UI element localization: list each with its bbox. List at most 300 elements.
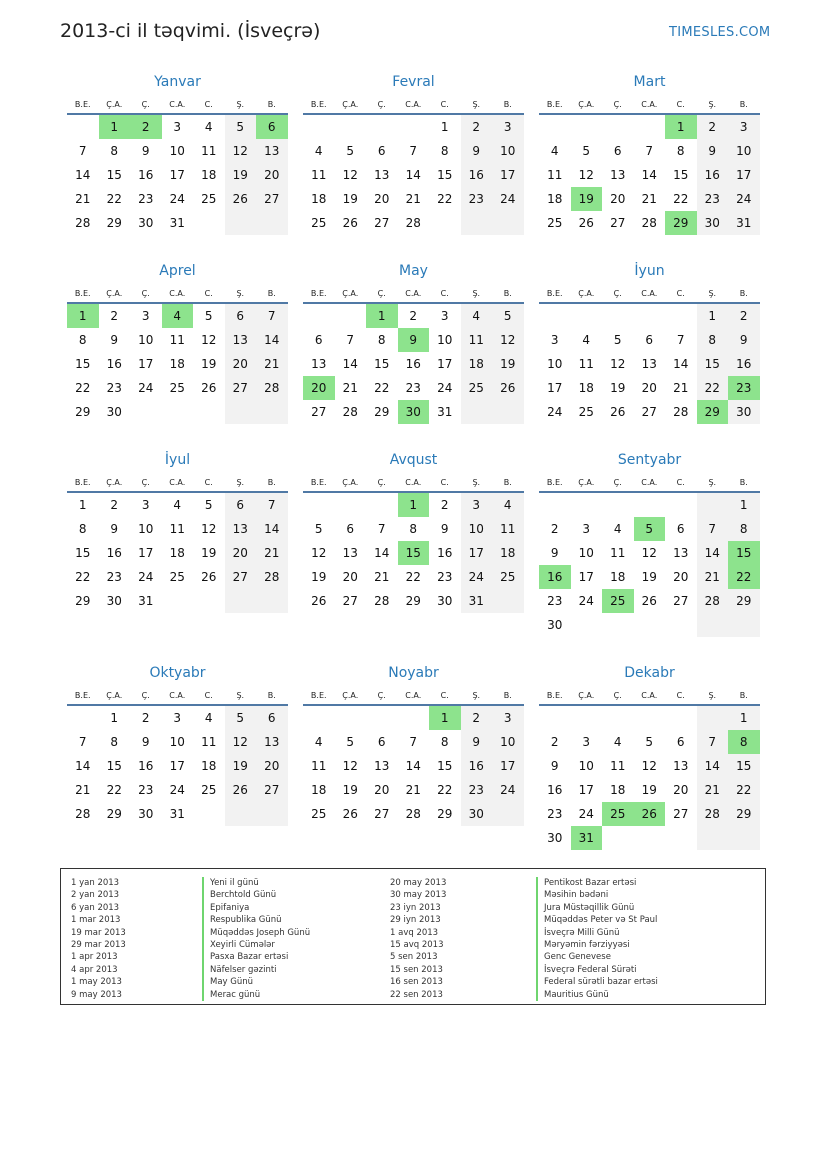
day-cell: 22 bbox=[106, 783, 122, 797]
week-row bbox=[303, 541, 524, 565]
empty-day-cell bbox=[162, 400, 194, 424]
day-cell: 8 bbox=[110, 735, 119, 749]
day-cell: 25 bbox=[547, 216, 563, 230]
empty-day-cell bbox=[225, 400, 257, 424]
legend-holiday-name: Xeyirli Cümələr bbox=[202, 939, 310, 951]
legend-names-col-1 bbox=[202, 877, 310, 1001]
week-row bbox=[539, 352, 760, 376]
day-cell: 31 bbox=[461, 589, 493, 613]
weekday-header bbox=[67, 96, 288, 115]
day-cell: 12 bbox=[641, 546, 657, 560]
month-name: Aprel bbox=[159, 263, 196, 279]
weekday-label: C. bbox=[676, 691, 685, 700]
weekday-label: C. bbox=[440, 691, 449, 700]
empty-day-cell bbox=[256, 802, 288, 826]
day-cell: 26 bbox=[641, 594, 657, 608]
week-row bbox=[539, 493, 760, 517]
day-cell: 17 bbox=[492, 163, 524, 187]
week-row bbox=[303, 802, 524, 826]
day-cell: 14 bbox=[405, 759, 421, 773]
day-cell: 21 bbox=[342, 381, 358, 395]
day-cell: 5 bbox=[613, 333, 622, 347]
day-cell: 29 bbox=[405, 594, 421, 608]
weekday-label: B.E. bbox=[74, 691, 91, 700]
legend-holiday-date: 1 avq 2013 bbox=[390, 927, 439, 938]
day-cell: 2 bbox=[409, 309, 418, 323]
day-cell: 3 bbox=[728, 115, 760, 139]
day-cell: 8 bbox=[676, 144, 685, 158]
day-cell: 5 bbox=[225, 115, 257, 139]
day-cell: 11 bbox=[610, 546, 626, 560]
day-cell: 17 bbox=[461, 541, 493, 565]
empty-day-cell bbox=[697, 613, 729, 637]
day-cell: 24 bbox=[169, 192, 185, 206]
day-cell: 4 bbox=[173, 498, 182, 512]
week-row bbox=[67, 565, 288, 589]
month-name: Sentyabr bbox=[617, 452, 682, 468]
empty-day-cell bbox=[571, 115, 603, 139]
day-cell: 27 bbox=[256, 187, 288, 211]
empty-day-cell bbox=[193, 400, 225, 424]
empty-day-cell bbox=[571, 706, 603, 730]
holiday-day-cell: 1 bbox=[366, 304, 398, 328]
week-row bbox=[67, 163, 288, 187]
day-cell: 5 bbox=[645, 735, 654, 749]
weekday-label: Ş. bbox=[472, 100, 481, 109]
day-cell: 28 bbox=[256, 565, 288, 589]
month-block bbox=[539, 450, 760, 637]
legend-holiday-date: 15 avq 2013 bbox=[390, 939, 444, 950]
week-row bbox=[539, 730, 760, 754]
weekday-header bbox=[539, 687, 760, 706]
day-cell: 26 bbox=[578, 216, 594, 230]
day-cell: 13 bbox=[256, 139, 288, 163]
empty-day-cell bbox=[130, 400, 162, 424]
month-name: Fevral bbox=[392, 74, 435, 90]
holiday-day-cell: 26 bbox=[634, 802, 666, 826]
empty-day-cell bbox=[728, 613, 760, 637]
legend-holiday-name: Epifaniya bbox=[202, 902, 310, 914]
empty-day-cell bbox=[335, 493, 367, 517]
day-cell: 5 bbox=[204, 498, 213, 512]
holiday-day-cell: 16 bbox=[539, 565, 571, 589]
weekday-label: B. bbox=[739, 289, 748, 298]
day-cell: 25 bbox=[201, 783, 217, 797]
day-cell: 17 bbox=[169, 759, 185, 773]
empty-day-cell bbox=[225, 589, 257, 613]
weekday-label: C.A. bbox=[405, 100, 422, 109]
day-cell: 6 bbox=[613, 144, 622, 158]
empty-day-cell bbox=[366, 706, 398, 730]
weekday-label: C. bbox=[440, 478, 449, 487]
weekday-header bbox=[539, 96, 760, 115]
day-cell: 19 bbox=[201, 546, 217, 560]
day-cell: 30 bbox=[138, 216, 154, 230]
month-block bbox=[67, 663, 288, 826]
day-cell: 18 bbox=[547, 192, 563, 206]
page-title: 2013-ci il təqvimi. (İsveçrə) bbox=[60, 20, 321, 42]
holiday-day-cell: 30 bbox=[398, 400, 430, 424]
weekday-label: C. bbox=[676, 289, 685, 298]
day-cell: 30 bbox=[547, 618, 563, 632]
empty-day-cell bbox=[571, 493, 603, 517]
day-cell: 20 bbox=[256, 754, 288, 778]
day-cell: 16 bbox=[138, 759, 154, 773]
day-cell: 14 bbox=[641, 168, 657, 182]
day-cell: 6 bbox=[676, 522, 685, 536]
day-cell: 16 bbox=[547, 783, 563, 797]
day-cell: 23 bbox=[547, 807, 563, 821]
day-cell: 21 bbox=[697, 565, 729, 589]
day-cell: 17 bbox=[728, 163, 760, 187]
day-cell: 13 bbox=[256, 730, 288, 754]
day-cell: 18 bbox=[492, 541, 524, 565]
day-cell: 15 bbox=[697, 352, 729, 376]
day-cell: 7 bbox=[256, 304, 288, 328]
day-cell: 28 bbox=[697, 802, 729, 826]
week-row bbox=[539, 304, 760, 328]
empty-day-cell bbox=[303, 115, 335, 139]
weekday-header bbox=[67, 285, 288, 304]
day-cell: 18 bbox=[311, 783, 327, 797]
legend-holiday-name: Jura Müstəqillik Günü bbox=[536, 902, 658, 914]
week-row bbox=[303, 304, 524, 328]
day-cell: 10 bbox=[547, 357, 563, 371]
day-cell: 7 bbox=[346, 333, 355, 347]
day-cell: 11 bbox=[201, 735, 217, 749]
day-cell: 15 bbox=[106, 759, 122, 773]
empty-day-cell bbox=[193, 802, 225, 826]
day-cell: 29 bbox=[75, 405, 91, 419]
day-cell: 13 bbox=[342, 546, 358, 560]
day-cell: 16 bbox=[461, 163, 493, 187]
day-cell: 12 bbox=[225, 139, 257, 163]
empty-day-cell bbox=[539, 115, 571, 139]
day-cell: 27 bbox=[374, 807, 390, 821]
empty-day-cell bbox=[366, 115, 398, 139]
day-cell: 15 bbox=[374, 357, 390, 371]
day-cell: 26 bbox=[342, 216, 358, 230]
week-row bbox=[303, 115, 524, 139]
day-cell: 6 bbox=[377, 735, 386, 749]
day-cell: 12 bbox=[342, 759, 358, 773]
week-row bbox=[539, 541, 760, 565]
day-cell: 22 bbox=[106, 192, 122, 206]
day-cell: 9 bbox=[728, 328, 760, 352]
day-cell: 22 bbox=[728, 778, 760, 802]
day-cell: 14 bbox=[405, 168, 421, 182]
day-cell: 15 bbox=[437, 759, 453, 773]
day-cell: 3 bbox=[550, 333, 559, 347]
day-cell: 17 bbox=[492, 754, 524, 778]
weekday-label: C. bbox=[204, 289, 213, 298]
legend-holiday-date: 1 mar 2013 bbox=[71, 915, 121, 926]
legend-holiday-date: 22 sen 2013 bbox=[390, 989, 443, 1000]
day-cell: 31 bbox=[138, 594, 154, 608]
holiday-day-cell: 29 bbox=[665, 211, 697, 235]
weekday-label: C. bbox=[204, 100, 213, 109]
week-row bbox=[67, 187, 288, 211]
day-cell: 27 bbox=[610, 216, 626, 230]
day-cell: 6 bbox=[377, 144, 386, 158]
legend-holiday-date: 20 may 2013 bbox=[390, 878, 447, 888]
holiday-day-cell: 15 bbox=[398, 541, 430, 565]
day-cell: 13 bbox=[225, 328, 257, 352]
day-cell: 13 bbox=[311, 357, 327, 371]
week-row bbox=[539, 376, 760, 400]
day-cell: 13 bbox=[641, 357, 657, 371]
day-cell: 31 bbox=[169, 216, 185, 230]
day-cell: 12 bbox=[492, 328, 524, 352]
day-cell: 6 bbox=[225, 493, 257, 517]
day-cell: 3 bbox=[492, 706, 524, 730]
day-cell: 13 bbox=[673, 759, 689, 773]
day-cell: 3 bbox=[173, 120, 182, 134]
day-cell: 14 bbox=[697, 541, 729, 565]
day-cell: 3 bbox=[461, 493, 493, 517]
day-cell: 29 bbox=[75, 594, 91, 608]
day-cell: 15 bbox=[437, 168, 453, 182]
weekday-label: Ç. bbox=[377, 478, 386, 487]
day-cell: 20 bbox=[610, 192, 626, 206]
weekday-label: Ç.A. bbox=[342, 691, 359, 700]
day-cell: 2 bbox=[461, 115, 493, 139]
day-cell: 11 bbox=[492, 517, 524, 541]
empty-day-cell bbox=[193, 589, 225, 613]
week-row bbox=[67, 211, 288, 235]
day-cell: 19 bbox=[311, 570, 327, 584]
empty-day-cell bbox=[398, 115, 430, 139]
weekday-label: B.E. bbox=[74, 289, 91, 298]
legend-holiday-name: May Günü bbox=[202, 976, 310, 988]
day-cell: 13 bbox=[673, 546, 689, 560]
day-cell: 3 bbox=[173, 711, 182, 725]
day-cell: 10 bbox=[169, 144, 185, 158]
week-row bbox=[539, 706, 760, 730]
month-block bbox=[303, 72, 524, 235]
day-cell: 23 bbox=[138, 783, 154, 797]
day-cell: 5 bbox=[204, 309, 213, 323]
weekday-label: B.E. bbox=[74, 478, 91, 487]
weekday-label: Ç.A. bbox=[578, 691, 595, 700]
day-cell: 18 bbox=[610, 570, 626, 584]
day-cell: 19 bbox=[610, 381, 626, 395]
holiday-day-cell: 1 bbox=[665, 115, 697, 139]
day-cell: 24 bbox=[492, 778, 524, 802]
weekday-label: C.A. bbox=[405, 289, 422, 298]
weekday-label: Ş. bbox=[236, 691, 245, 700]
legend-holiday-date: 15 sen 2013 bbox=[390, 964, 443, 975]
weekday-label: C.A. bbox=[641, 100, 658, 109]
day-cell: 13 bbox=[374, 759, 390, 773]
legend-holiday-date: 19 mar 2013 bbox=[71, 927, 126, 938]
day-cell: 1 bbox=[110, 711, 119, 725]
day-cell: 16 bbox=[405, 357, 421, 371]
day-cell: 12 bbox=[201, 522, 217, 536]
day-cell: 4 bbox=[613, 735, 622, 749]
day-cell: 13 bbox=[610, 168, 626, 182]
day-cell: 11 bbox=[169, 333, 185, 347]
day-cell: 14 bbox=[342, 357, 358, 371]
day-cell: 7 bbox=[676, 333, 685, 347]
day-cell: 26 bbox=[492, 376, 524, 400]
day-cell: 16 bbox=[697, 163, 729, 187]
empty-day-cell bbox=[665, 706, 697, 730]
week-row bbox=[303, 376, 524, 400]
day-cell: 28 bbox=[697, 589, 729, 613]
week-row bbox=[539, 802, 760, 826]
day-cell: 12 bbox=[578, 168, 594, 182]
day-cell: 13 bbox=[225, 517, 257, 541]
day-cell: 4 bbox=[461, 304, 493, 328]
empty-day-cell bbox=[634, 115, 666, 139]
day-cell: 18 bbox=[201, 759, 217, 773]
weekday-label: C. bbox=[204, 478, 213, 487]
day-cell: 9 bbox=[110, 333, 119, 347]
week-row bbox=[539, 328, 760, 352]
empty-day-cell bbox=[697, 493, 729, 517]
day-cell: 22 bbox=[437, 783, 453, 797]
day-cell: 24 bbox=[169, 783, 185, 797]
week-row bbox=[67, 706, 288, 730]
empty-day-cell bbox=[162, 589, 194, 613]
day-cell: 11 bbox=[169, 522, 185, 536]
weekday-label: Ç.A. bbox=[106, 289, 123, 298]
day-cell: 7 bbox=[697, 517, 729, 541]
week-row bbox=[67, 115, 288, 139]
day-cell: 4 bbox=[582, 333, 591, 347]
brand-link[interactable]: TIMESLES.COM bbox=[669, 25, 771, 40]
week-row bbox=[67, 589, 288, 613]
weekday-label: Ç. bbox=[377, 100, 386, 109]
month-block bbox=[539, 663, 760, 850]
day-cell: 28 bbox=[75, 216, 91, 230]
weekday-label: C. bbox=[676, 100, 685, 109]
day-cell: 5 bbox=[492, 304, 524, 328]
holiday-day-cell: 29 bbox=[697, 400, 729, 424]
weekday-label: Ç.A. bbox=[342, 289, 359, 298]
day-cell: 10 bbox=[578, 759, 594, 773]
empty-day-cell bbox=[303, 304, 335, 328]
empty-day-cell bbox=[602, 826, 634, 850]
day-cell: 18 bbox=[578, 381, 594, 395]
day-cell: 25 bbox=[169, 381, 185, 395]
day-cell: 10 bbox=[578, 546, 594, 560]
day-cell: 8 bbox=[440, 735, 449, 749]
day-cell: 6 bbox=[225, 304, 257, 328]
day-cell: 24 bbox=[578, 594, 594, 608]
holiday-day-cell: 1 bbox=[429, 706, 461, 730]
day-cell: 17 bbox=[169, 168, 185, 182]
day-cell: 29 bbox=[106, 216, 122, 230]
day-cell: 4 bbox=[314, 735, 323, 749]
weekday-header bbox=[303, 474, 524, 493]
day-cell: 27 bbox=[342, 594, 358, 608]
legend-dates-col-1 bbox=[71, 877, 126, 1001]
legend-holiday-date: 29 mar 2013 bbox=[71, 939, 126, 950]
weekday-label: C.A. bbox=[169, 100, 186, 109]
day-cell: 19 bbox=[641, 570, 657, 584]
legend-holiday-date: 16 sen 2013 bbox=[390, 977, 443, 988]
week-row bbox=[303, 400, 524, 424]
day-cell: 10 bbox=[492, 730, 524, 754]
day-cell: 26 bbox=[201, 570, 217, 584]
empty-day-cell bbox=[492, 802, 524, 826]
day-cell: 16 bbox=[728, 352, 760, 376]
weekday-label: Ç. bbox=[377, 289, 386, 298]
empty-day-cell bbox=[634, 304, 666, 328]
day-cell: 9 bbox=[697, 139, 729, 163]
week-row bbox=[303, 565, 524, 589]
day-cell: 1 bbox=[697, 304, 729, 328]
day-cell: 17 bbox=[437, 357, 453, 371]
month-block bbox=[303, 663, 524, 826]
legend-holiday-name: Məryəmin fərziyyəsi bbox=[536, 939, 658, 951]
day-cell: 14 bbox=[256, 517, 288, 541]
legend-holiday-date: 2 yan 2013 bbox=[71, 890, 120, 901]
legend-holiday-name: Berchtold Günü bbox=[202, 889, 310, 901]
day-cell: 2 bbox=[110, 309, 119, 323]
empty-day-cell bbox=[665, 826, 697, 850]
empty-day-cell bbox=[335, 304, 367, 328]
week-row bbox=[539, 400, 760, 424]
day-cell: 25 bbox=[201, 192, 217, 206]
legend-holiday-name: İsveçrə Federal Sürəti bbox=[536, 964, 658, 976]
weekday-label: Ş. bbox=[472, 478, 481, 487]
week-row bbox=[539, 613, 760, 637]
day-cell: 8 bbox=[409, 522, 418, 536]
day-cell: 5 bbox=[346, 735, 355, 749]
day-cell: 3 bbox=[141, 309, 150, 323]
day-cell: 18 bbox=[201, 168, 217, 182]
day-cell: 4 bbox=[314, 144, 323, 158]
day-cell: 16 bbox=[106, 357, 122, 371]
day-cell: 5 bbox=[582, 144, 591, 158]
day-cell: 6 bbox=[256, 706, 288, 730]
empty-day-cell bbox=[602, 115, 634, 139]
empty-day-cell bbox=[492, 211, 524, 235]
legend-holiday-date: 1 apr 2013 bbox=[71, 952, 118, 963]
empty-day-cell bbox=[539, 706, 571, 730]
holiday-day-cell: 25 bbox=[602, 589, 634, 613]
day-cell: 24 bbox=[547, 405, 563, 419]
day-cell: 20 bbox=[225, 541, 257, 565]
week-row bbox=[67, 517, 288, 541]
day-cell: 2 bbox=[110, 498, 119, 512]
day-cell: 27 bbox=[374, 216, 390, 230]
week-row bbox=[303, 352, 524, 376]
day-cell: 3 bbox=[582, 735, 591, 749]
week-row bbox=[303, 163, 524, 187]
holiday-day-cell: 1 bbox=[99, 115, 131, 139]
day-cell: 21 bbox=[641, 192, 657, 206]
weekday-label: Ç. bbox=[141, 478, 150, 487]
day-cell: 10 bbox=[492, 139, 524, 163]
day-cell: 1 bbox=[728, 706, 760, 730]
legend-holiday-name: Müqəddəs Joseph Günü bbox=[202, 927, 310, 939]
weekday-label: C.A. bbox=[169, 289, 186, 298]
day-cell: 16 bbox=[106, 546, 122, 560]
week-row bbox=[539, 211, 760, 235]
weekday-label: C.A. bbox=[405, 478, 422, 487]
day-cell: 23 bbox=[547, 594, 563, 608]
legend-holiday-date: 23 iyn 2013 bbox=[390, 902, 441, 913]
weekday-header bbox=[303, 285, 524, 304]
empty-day-cell bbox=[665, 493, 697, 517]
month-block bbox=[67, 450, 288, 613]
weekday-label: B. bbox=[267, 478, 276, 487]
day-cell: 7 bbox=[409, 144, 418, 158]
